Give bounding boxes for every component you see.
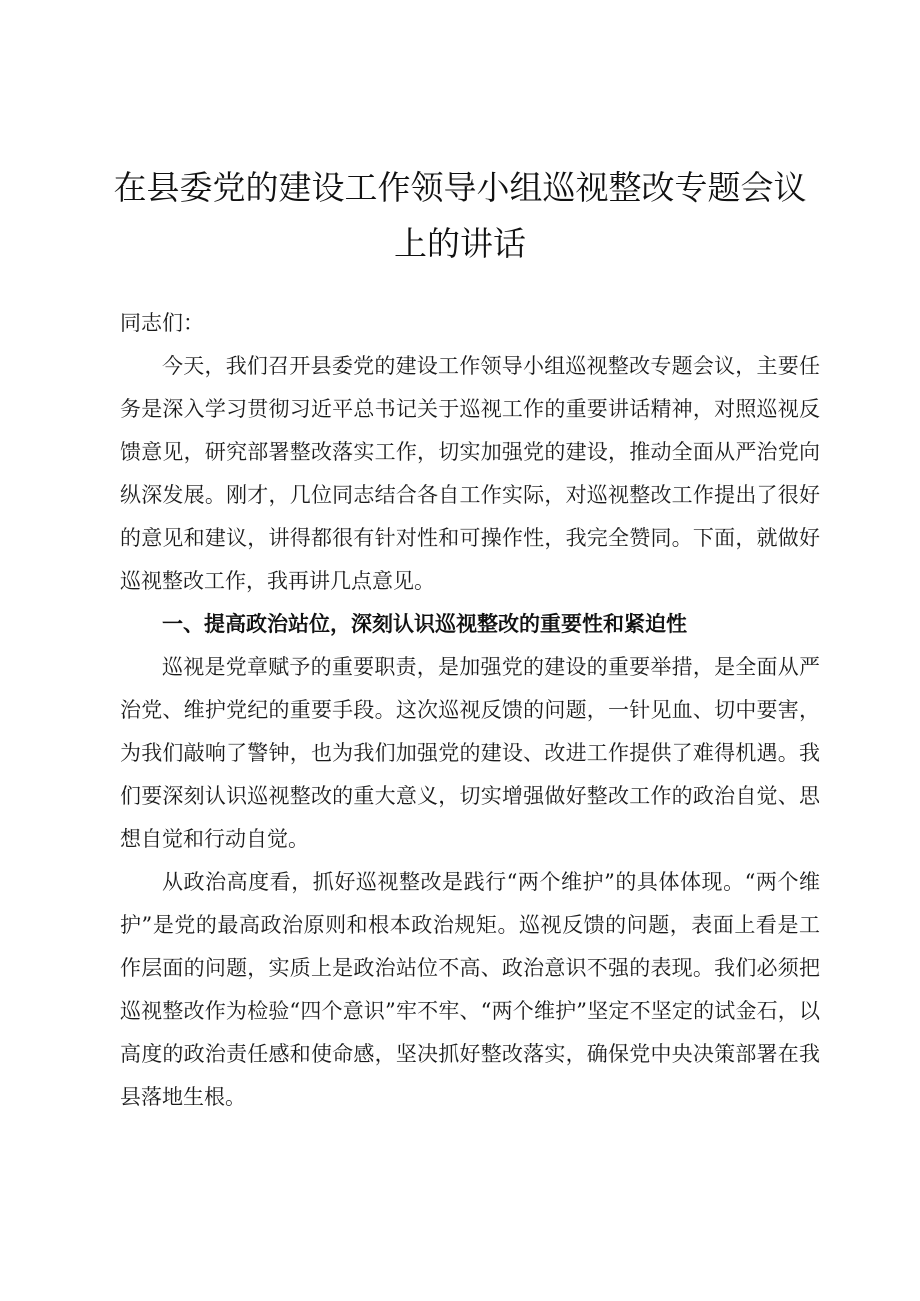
document-body — [120, 302, 820, 1119]
document-title: 在县委党的建设工作领导小组巡视整改专题会议上的讲话 — [113, 168, 807, 263]
section1-paragraph-2: 从政治高度看，抓好巡视整改是践行“两个维护”的具体体现。“两个维护”是党的最高政治原则和根本政治规矩。巡视反馈的问题，表面上看是工作层面的问题，实质上是政治站位不高、政治意识不强的表现。我们必须把巡视整改作为检验“四个意识”牢不牢、“两个维护”坚定不坚定的试金石，以高度的政治责任感和使命感，坚决抓好整改落实，确保党中央决策部署在我县落地生根。 — [120, 870, 820, 1109]
section-heading-1: 一、提高政治站位，深刻认识巡视整改的重要性和紧迫性 — [162, 612, 687, 636]
salutation: 同志们： — [120, 311, 204, 335]
intro-paragraph: 今天，我们召开县委党的建设工作领导小组巡视整改专题会议，主要任务是深入学习贯彻习近平总书记关于巡视工作的重要讲话精神，对照巡视反馈意见，研究部署整改落实工作，切实加强党的建设，推动全面从严治党向纵深发展。刚才，几位同志结合各自工作实际，对巡视整改工作提出了很好的意见和建议，讲得都很有针对性和可操作性，我完全赞同。下面，就做好巡视整改工作，我再讲几点意见。 — [120, 354, 820, 593]
section1-paragraph-1: 巡视是党章赋予的重要职责，是加强党的建设的重要举措，是全面从严治党、维护党纪的重要手段。这次巡视反馈的问题，一针见血、切中要害，为我们敲响了警钟，也为我们加强党的建设、改进工作提供了难得机遇。我们要深刻认识巡视整改的重大意义，切实增强做好整改工作的政治自觉、思想自觉和行动自觉。 — [120, 655, 820, 851]
